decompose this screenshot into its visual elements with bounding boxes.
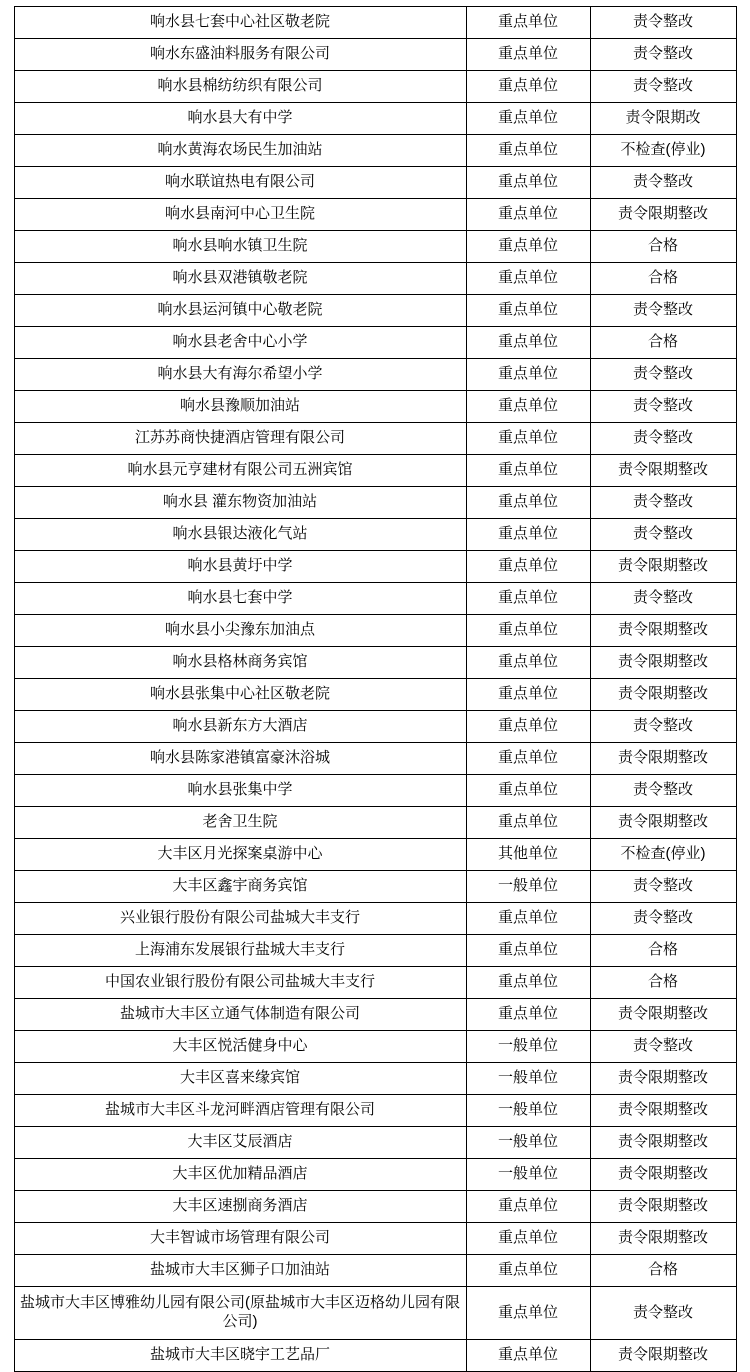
unit-name-cell: 响水县 灌东物资加油站 [14,487,466,519]
inspection-result-cell: 责令整改 [590,583,736,615]
table-row [14,199,736,231]
unit-type-cell: 重点单位 [466,999,590,1031]
inspection-result-cell: 责令限期整改 [590,1095,736,1127]
inspection-result-cell: 责令限期整改 [590,1191,736,1223]
table-row [14,999,736,1031]
inspection-result-cell: 责令整改 [590,167,736,199]
table-row [14,1191,736,1223]
inspection-result-cell: 不检查(停业) [590,839,736,871]
unit-name-cell: 大丰区悦活健身中心 [14,1031,466,1063]
unit-type-cell: 重点单位 [466,327,590,359]
table-row [14,391,736,423]
inspection-result-cell: 合格 [590,231,736,263]
inspection-result-cell: 责令限期整改 [590,999,736,1031]
inspection-result-cell: 责令限期整改 [590,807,736,839]
unit-type-cell: 重点单位 [466,903,590,935]
unit-type-cell: 重点单位 [466,583,590,615]
table-row [14,775,736,807]
unit-type-cell: 重点单位 [466,519,590,551]
table-row [14,647,736,679]
unit-name-cell: 大丰区喜来缘宾馆 [14,1063,466,1095]
inspection-result-cell: 责令整改 [590,7,736,39]
table-row [14,1159,736,1191]
unit-type-cell: 重点单位 [466,423,590,455]
table-row [14,871,736,903]
table-body [14,7,736,1372]
unit-type-cell: 重点单位 [466,967,590,999]
inspection-result-cell: 责令限期整改 [590,455,736,487]
table-row [14,1095,736,1127]
inspection-result-cell: 不检查(停业) [590,135,736,167]
unit-name-cell: 大丰区月光探案桌游中心 [14,839,466,871]
unit-type-cell: 重点单位 [466,263,590,295]
inspection-result-cell: 责令限期整改 [590,199,736,231]
unit-name-cell: 大丰区优加精品酒店 [14,1159,466,1191]
table-row [14,327,736,359]
table-row [14,1255,736,1287]
unit-name-cell: 大丰区鑫宇商务宾馆 [14,871,466,903]
unit-name-cell: 响水县大有海尔希望小学 [14,359,466,391]
inspection-result-cell: 责令限期整改 [590,1127,736,1159]
unit-name-cell: 响水县新东方大酒店 [14,711,466,743]
inspection-result-cell: 责令限期整改 [590,615,736,647]
unit-type-cell: 重点单位 [466,455,590,487]
unit-name-cell: 响水县小尖豫东加油点 [14,615,466,647]
table-row [14,519,736,551]
unit-type-cell: 重点单位 [466,391,590,423]
unit-type-cell: 一般单位 [466,1159,590,1191]
unit-name-cell: 响水联谊热电有限公司 [14,167,466,199]
table-row [14,1127,736,1159]
unit-name-cell: 盐城市大丰区晓宇工艺品厂 [14,1340,466,1372]
unit-type-cell: 一般单位 [466,1127,590,1159]
unit-type-cell: 重点单位 [466,1223,590,1255]
table-row [14,903,736,935]
unit-name-cell: 响水县张集中学 [14,775,466,807]
unit-name-cell: 盐城市大丰区斗龙河畔酒店管理有限公司 [14,1095,466,1127]
table-row [14,839,736,871]
unit-type-cell: 重点单位 [466,71,590,103]
inspection-result-cell: 责令整改 [590,519,736,551]
table-row [14,807,736,839]
unit-type-cell: 重点单位 [466,711,590,743]
unit-type-cell: 重点单位 [466,295,590,327]
unit-name-cell: 响水东盛油料服务有限公司 [14,39,466,71]
table-row [14,743,736,775]
unit-name-cell: 大丰区艾辰酒店 [14,1127,466,1159]
unit-type-cell: 重点单位 [466,551,590,583]
table-row [14,679,736,711]
table-row [14,7,736,39]
unit-type-cell: 其他单位 [466,839,590,871]
inspection-result-cell: 责令限期改 [590,103,736,135]
unit-name-cell: 响水县元亨建材有限公司五洲宾馆 [14,455,466,487]
table-row [14,967,736,999]
inspection-result-cell: 责令整改 [590,359,736,391]
inspection-result-cell: 责令整改 [590,71,736,103]
unit-name-cell: 响水县豫顺加油站 [14,391,466,423]
inspection-result-cell: 责令整改 [590,39,736,71]
unit-type-cell: 重点单位 [466,359,590,391]
inspection-result-cell: 责令整改 [590,487,736,519]
inspection-result-cell: 责令整改 [590,1031,736,1063]
inspection-result-cell: 责令整改 [590,775,736,807]
inspection-result-cell: 合格 [590,967,736,999]
inspection-result-cell: 合格 [590,327,736,359]
unit-name-cell: 响水县格林商务宾馆 [14,647,466,679]
inspection-result-cell: 责令整改 [590,871,736,903]
table-row [14,487,736,519]
unit-name-cell: 大丰智诚市场管理有限公司 [14,1223,466,1255]
inspection-result-cell: 责令限期整改 [590,1063,736,1095]
unit-type-cell: 一般单位 [466,1095,590,1127]
unit-name-cell: 响水县大有中学 [14,103,466,135]
inspection-result-cell: 合格 [590,1255,736,1287]
table-row [14,1287,736,1340]
unit-name-cell: 响水县棉纺纺织有限公司 [14,71,466,103]
table-row [14,103,736,135]
unit-name-cell: 响水县黄圩中学 [14,551,466,583]
inspection-result-cell: 责令整改 [590,295,736,327]
table-row [14,1031,736,1063]
unit-type-cell: 一般单位 [466,1031,590,1063]
table-row [14,71,736,103]
unit-name-cell: 上海浦东发展银行盐城大丰支行 [14,935,466,967]
unit-type-cell: 重点单位 [466,7,590,39]
unit-type-cell: 重点单位 [466,647,590,679]
inspection-result-cell: 责令限期整改 [590,647,736,679]
inspection-result-cell: 责令整改 [590,391,736,423]
unit-name-cell: 大丰区速捌商务酒店 [14,1191,466,1223]
unit-type-cell: 重点单位 [466,103,590,135]
unit-name-cell: 响水黄海农场民生加油站 [14,135,466,167]
table-row [14,359,736,391]
inspection-result-cell: 责令整改 [590,903,736,935]
unit-name-cell: 响水县银达液化气站 [14,519,466,551]
inspection-result-cell: 责令限期整改 [590,743,736,775]
unit-type-cell: 重点单位 [466,615,590,647]
unit-type-cell: 一般单位 [466,1063,590,1095]
inspection-result-cell: 责令整改 [590,423,736,455]
unit-name-cell: 响水县张集中心社区敬老院 [14,679,466,711]
unit-name-cell: 响水县南河中心卫生院 [14,199,466,231]
table-row [14,1223,736,1255]
unit-type-cell: 重点单位 [466,935,590,967]
inspection-table [14,6,737,1372]
unit-name-cell: 中国农业银行股份有限公司盐城大丰支行 [14,967,466,999]
table-row [14,1340,736,1372]
unit-name-cell: 盐城市大丰区博雅幼儿园有限公司(原盐城市大丰区迈格幼儿园有限公司) [14,1287,466,1340]
table-row [14,167,736,199]
table-row [14,935,736,967]
table-row [14,423,736,455]
unit-type-cell: 重点单位 [466,1287,590,1340]
unit-name-cell: 江苏苏商快捷酒店管理有限公司 [14,423,466,455]
unit-type-cell: 重点单位 [466,1255,590,1287]
table-row [14,1063,736,1095]
unit-name-cell: 响水县响水镇卫生院 [14,231,466,263]
unit-type-cell: 重点单位 [466,743,590,775]
unit-name-cell: 响水县双港镇敬老院 [14,263,466,295]
inspection-result-cell: 责令整改 [590,711,736,743]
table-row [14,231,736,263]
unit-type-cell: 重点单位 [466,135,590,167]
unit-name-cell: 响水县运河镇中心敬老院 [14,295,466,327]
unit-name-cell: 老舍卫生院 [14,807,466,839]
unit-type-cell: 重点单位 [466,775,590,807]
unit-type-cell: 一般单位 [466,871,590,903]
unit-name-cell: 盐城市大丰区立通气体制造有限公司 [14,999,466,1031]
table-row [14,263,736,295]
unit-type-cell: 重点单位 [466,199,590,231]
unit-name-cell: 响水县七套中心社区敬老院 [14,7,466,39]
unit-type-cell: 重点单位 [466,167,590,199]
unit-type-cell: 重点单位 [466,39,590,71]
inspection-result-cell: 责令限期整改 [590,1223,736,1255]
table-row [14,583,736,615]
unit-type-cell: 重点单位 [466,231,590,263]
table-row [14,295,736,327]
unit-name-cell: 响水县陈家港镇富豪沐浴城 [14,743,466,775]
inspection-result-cell: 合格 [590,935,736,967]
inspection-result-cell: 合格 [590,263,736,295]
unit-type-cell: 重点单位 [466,807,590,839]
unit-type-cell: 重点单位 [466,1191,590,1223]
table-row [14,551,736,583]
inspection-result-cell: 责令整改 [590,1287,736,1340]
unit-name-cell: 盐城市大丰区狮子口加油站 [14,1255,466,1287]
unit-name-cell: 响水县老舍中心小学 [14,327,466,359]
table-row [14,711,736,743]
unit-type-cell: 重点单位 [466,1340,590,1372]
table-row [14,615,736,647]
inspection-result-cell: 责令限期整改 [590,1159,736,1191]
table-row [14,39,736,71]
unit-name-cell: 响水县七套中学 [14,583,466,615]
table-row [14,455,736,487]
table-row [14,135,736,167]
inspection-result-cell: 责令限期整改 [590,679,736,711]
unit-type-cell: 重点单位 [466,679,590,711]
unit-name-cell: 兴业银行股份有限公司盐城大丰支行 [14,903,466,935]
inspection-result-cell: 责令限期整改 [590,551,736,583]
unit-type-cell: 重点单位 [466,487,590,519]
inspection-result-cell: 责令限期整改 [590,1340,736,1372]
